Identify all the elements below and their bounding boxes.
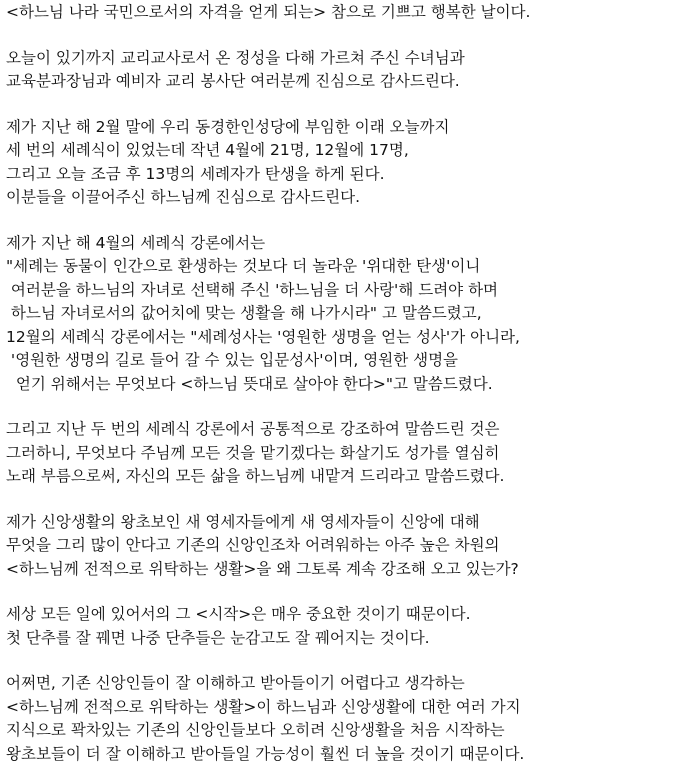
- text-line: 제가 지난 해 2월 말에 우리 동경한인성당에 부임한 이래 오늘까지: [6, 116, 690, 140]
- text-line: 왕초보들이 더 잘 이해하고 받아들일 가능성이 훨씬 더 높을 것이기 때문이다.: [6, 743, 690, 766]
- text-line: 지식으로 꽉차있는 기존의 신앙인들보다 오히려 신앙생활을 처음 시작하는: [6, 719, 690, 743]
- paragraph-conclusion: [6, 672, 690, 766]
- paragraph-common-emphasis: [6, 418, 690, 489]
- text-line: 교육분과장님과 예비자 교리 봉사단 여러분께 진심으로 감사드린다.: [6, 70, 690, 94]
- text-line: 그러하니, 무엇보다 주님께 모든 것을 맡기겠다는 화살기도 성가를 열심히: [6, 442, 690, 466]
- text-line: 여러분을 하느님의 자녀로 선택해 주신 '하느님을 더 사랑'해 드려야 하며: [6, 279, 690, 303]
- paragraph-baptism-history: [6, 116, 690, 210]
- paragraph-thanks-teachers: [6, 47, 690, 94]
- text-line: "세례는 동물이 인간으로 환생하는 것보다 더 놀라운 '위대한 탄생'이니: [6, 255, 690, 279]
- paragraph-beginning: [6, 603, 690, 650]
- document-body: [6, 0, 690, 766]
- text-line: '영원한 생명의 길로 들어 갈 수 있는 입문성사'이며, 영원한 생명을: [6, 349, 690, 373]
- text-line: 제가 신앙생활의 왕초보인 새 영세자들에게 새 영세자들이 신앙에 대해: [6, 511, 690, 535]
- text-line: 얻기 위해서는 무엇보다 <하느님 뜻대로 살아야 한다>"고 말씀드렸다.: [6, 373, 690, 397]
- text-line: 제가 지난 해 4월의 세례식 강론에서는: [6, 232, 690, 256]
- text-line: 오늘이 있기까지 교리교사로서 온 정성을 다해 가르쳐 주신 수녀님과: [6, 47, 690, 71]
- text-line: 하느님 자녀로서의 값어치에 맞는 생활을 해 나가시라" 고 말씀드렸고,: [6, 302, 690, 326]
- paragraph-past-homilies: [6, 232, 690, 397]
- text-line: <하느님께 전적으로 위탁하는 생활>이 하느님과 신앙생활에 대한 여러 가지: [6, 696, 690, 720]
- text-line: 12월의 세례식 강론에서는 "세례성사는 '영원한 생명을 얻는 성사'가 아니라,: [6, 326, 690, 350]
- text-line: 그리고 오늘 조금 후 13명의 세례자가 탄생을 하게 된다.: [6, 163, 690, 187]
- paragraph-opening: [6, 1, 690, 25]
- text-line: <하느님께 전적으로 위탁하는 생활>을 왜 그토록 계속 강조해 오고 있는가?: [6, 558, 690, 582]
- text-line: 세상 모든 일에 있어서의 그 <시작>은 매우 중요한 것이기 때문이다.: [6, 603, 690, 627]
- text-line: 그리고 지난 두 번의 세례식 강론에서 공통적으로 강조하여 말씀드린 것은: [6, 418, 690, 442]
- text-line: 이분들을 이끌어주신 하느님께 진심으로 감사드린다.: [6, 186, 690, 210]
- text-line: 첫 단추를 잘 꿰면 나중 단추들은 눈감고도 잘 꿰어지는 것이다.: [6, 627, 690, 651]
- text-line: 세 번의 세례식이 있었는데 작년 4월에 21명, 12월에 17명,: [6, 139, 690, 163]
- text-line: 노래 부름으로써, 자신의 모든 삶을 하느님께 내맡겨 드리라고 말씀드렸다.: [6, 465, 690, 489]
- text-line: 어쩌면, 기존 신앙인들이 잘 이해하고 받아들이기 어렵다고 생각하는: [6, 672, 690, 696]
- text-line: 무엇을 그리 많이 안다고 기존의 신앙인조차 어려워하는 아주 높은 차원의: [6, 534, 690, 558]
- paragraph-question: [6, 511, 690, 582]
- text-line: <하느님 나라 국민으로서의 자격을 얻게 되는> 참으로 기쁘고 행복한 날이다.: [6, 1, 690, 25]
